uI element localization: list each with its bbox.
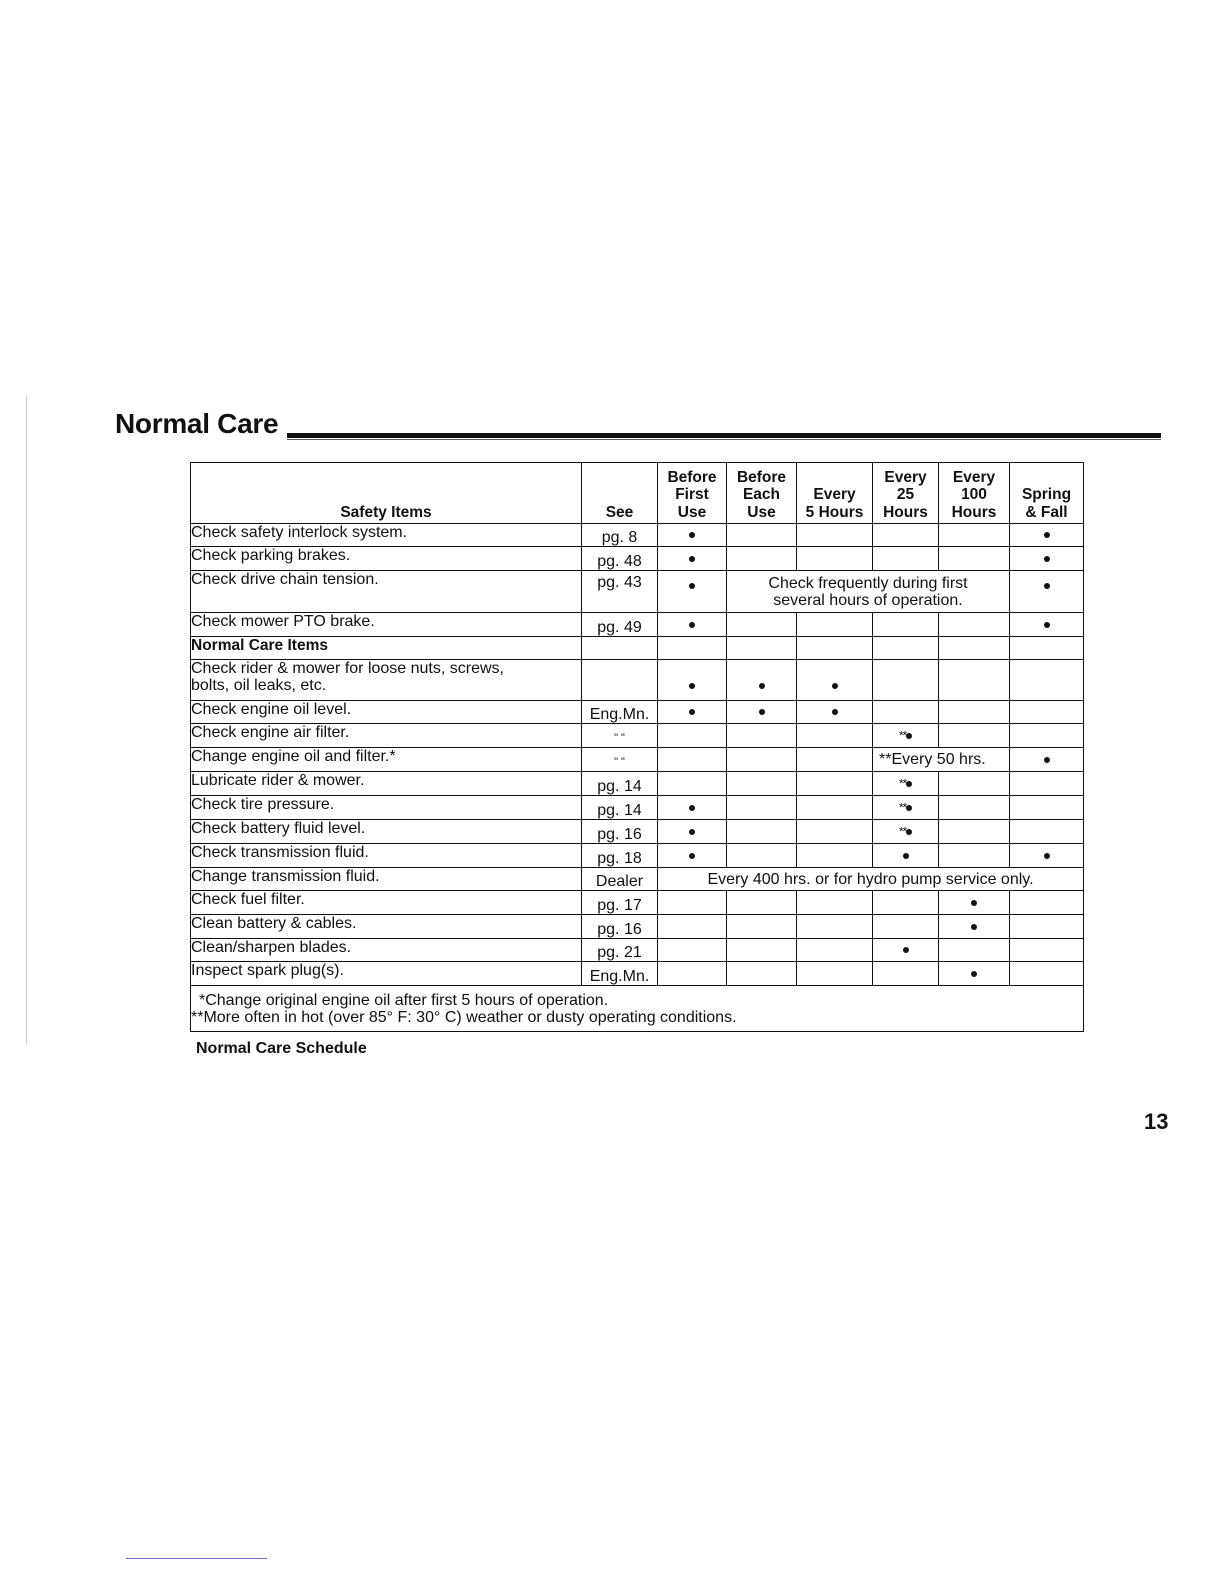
row-see-ditto: " " [582,748,658,772]
bullet-mark [1044,757,1050,763]
row-item: Clean/sharpen blades. [191,939,582,962]
row-see: pg. 14 [582,796,658,820]
cell-every-25-hours [873,613,939,637]
cell-spring-fall [1010,571,1084,613]
row-item: Check engine oil level. [191,701,582,724]
cell-spring-fall [1010,796,1084,820]
cell-span-note: **Every 50 hrs. [873,748,1010,772]
cell-spring-fall [1010,820,1084,844]
cell-spring-fall [1010,939,1084,962]
cell-before-each-use [727,772,797,796]
page-number: 13 [1144,1109,1169,1134]
bullet-mark [1044,622,1050,628]
cell-before-each-use [727,660,797,701]
table-row [191,613,1084,637]
cell-spring-fall [1010,962,1084,986]
bullet-mark [759,683,765,689]
row-see: pg. 21 [582,939,658,962]
table-row [191,547,1084,571]
row-see: pg. 18 [582,844,658,868]
cell-before-first-use [658,915,727,939]
table-caption: Normal Care Schedule [196,1040,367,1057]
row-see: Eng.Mn. [582,962,658,986]
row-item: Check tire pressure. [191,796,582,820]
title-rule-thin [287,439,1161,440]
cell-spring-fall [1010,660,1084,701]
cell-every-100-hours [939,962,1010,986]
header-row [191,463,1084,524]
cell-spring-fall [1010,547,1084,571]
cell-every-100-hours [939,772,1010,796]
bullet-mark [689,583,695,589]
row-see: pg. 48 [582,547,658,571]
cell-before-each-use [727,547,797,571]
cell-every-5-hours [797,939,873,962]
cell-before-first-use [658,748,727,772]
cell-every-5-hours [797,891,873,915]
cell-every-5-hours [797,915,873,939]
row-see: Eng.Mn. [582,701,658,724]
cell-every-100-hours [939,660,1010,701]
cell-before-each-use [727,613,797,637]
row-item: Inspect spark plug(s). [191,962,582,986]
header-before-each-use: Before Each Use [727,463,797,524]
cell-every-25-hours [873,796,939,820]
cell-before-first-use [658,772,727,796]
table-row [191,724,1084,748]
table-row [191,915,1084,939]
row-item: Change transmission fluid. [191,868,582,891]
double-asterisk: ** [898,776,907,791]
cell-before-each-use [727,524,797,547]
cell-before-first-use [658,796,727,820]
cell-span-note: Every 400 hrs. or for hydro pump service only. [658,868,1084,891]
cell-spring-fall [1010,524,1084,547]
row-see: pg. 8 [582,524,658,547]
table-row [191,939,1084,962]
cell-every-100-hours [939,844,1010,868]
bullet-mark [903,853,909,859]
row-item: Check transmission fluid. [191,844,582,868]
empty-cell [797,637,873,660]
table-row [191,748,1084,772]
cell-spring-fall [1010,613,1084,637]
table-row [191,701,1084,724]
row-item: Lubricate rider & mower. [191,772,582,796]
cell-before-first-use [658,891,727,915]
footnotes [191,986,1084,1032]
empty-cell [1010,637,1084,660]
cell-every-25-hours [873,701,939,724]
cell-before-first-use [658,613,727,637]
header-every-5-hours: Every 5 Hours [797,463,873,524]
cell-every-5-hours [797,524,873,547]
cell-every-5-hours [797,844,873,868]
row-item: Check mower PTO brake. [191,613,582,637]
left-margin-rule [26,395,27,1045]
cell-every-5-hours [797,772,873,796]
row-see: pg. 17 [582,891,658,915]
bullet-mark [903,947,909,953]
cell-spring-fall [1010,701,1084,724]
table-row [191,772,1084,796]
table-row [191,524,1084,547]
cell-before-each-use [727,962,797,986]
cell-spring-fall [1010,891,1084,915]
cell-every-25-hours [873,820,939,844]
row-see: pg. 43 [582,571,658,613]
cell-every-25-hours [873,547,939,571]
cell-every-5-hours [797,547,873,571]
empty-cell [658,637,727,660]
table-row [191,660,1084,701]
table-row [191,844,1084,868]
header-before-first-use: Before First Use [658,463,727,524]
cell-every-5-hours [797,748,873,772]
cell-before-first-use [658,844,727,868]
bullet-mark [689,683,695,689]
bullet-mark [832,709,838,715]
header-safety-items: Safety Items [191,463,582,524]
cell-every-25-hours [873,724,939,748]
double-asterisk: ** [898,824,907,839]
cell-every-25-hours [873,962,939,986]
cell-before-first-use [658,524,727,547]
footnote-single-asterisk: *Change original engine oil after first 5 hours of operation. [199,991,609,1009]
cell-before-each-use [727,939,797,962]
bullet-mark [689,853,695,859]
cell-before-first-use [658,701,727,724]
header-every-25-hours: Every 25 Hours [873,463,939,524]
bullet-mark [906,733,912,739]
cell-before-first-use [658,962,727,986]
row-item: Check drive chain tension. [191,571,582,613]
cell-every-100-hours [939,547,1010,571]
row-item: Change engine oil and filter.* [191,748,582,772]
cell-before-first-use [658,571,727,613]
cell-spring-fall [1010,772,1084,796]
cell-before-first-use [658,939,727,962]
cell-before-each-use [727,844,797,868]
cell-before-first-use [658,724,727,748]
cell-spring-fall [1010,748,1084,772]
subheader-row [191,637,1084,660]
row-item: Check battery fluid level. [191,820,582,844]
bullet-mark [689,829,695,835]
empty-cell [873,637,939,660]
cell-every-25-hours [873,844,939,868]
header-see: See [582,463,658,524]
bullet-mark [689,709,695,715]
header-spring-fall: Spring & Fall [1010,463,1084,524]
bullet-mark [832,683,838,689]
cell-spring-fall [1010,724,1084,748]
cell-every-25-hours [873,772,939,796]
row-item: Check fuel filter. [191,891,582,915]
cell-every-25-hours [873,915,939,939]
bullet-mark [1044,853,1050,859]
table-row [191,891,1084,915]
bullet-mark [689,556,695,562]
cell-before-each-use [727,891,797,915]
cell-every-5-hours [797,613,873,637]
subheader-normal-care-items: Normal Care Items [191,637,582,660]
cell-every-100-hours [939,524,1010,547]
cell-every-5-hours [797,701,873,724]
cell-every-100-hours [939,891,1010,915]
title-rule [287,433,1161,438]
row-see: pg. 16 [582,820,658,844]
row-see [582,637,658,660]
cell-before-each-use [727,701,797,724]
cell-before-each-use [727,915,797,939]
cell-every-25-hours [873,939,939,962]
cell-every-100-hours [939,701,1010,724]
cell-before-first-use [658,547,727,571]
cell-before-each-use [727,748,797,772]
row-see: pg. 16 [582,915,658,939]
table-row [191,868,1084,891]
bullet-mark [689,805,695,811]
bullet-mark [906,781,912,787]
bullet-mark [971,900,977,906]
page-title: Normal Care [115,408,279,439]
table-row [191,796,1084,820]
empty-cell [727,637,797,660]
row-item: Clean battery & cables. [191,915,582,939]
bullet-mark [1044,556,1050,562]
cell-every-5-hours [797,724,873,748]
cell-before-each-use [727,820,797,844]
bullet-mark [971,971,977,977]
double-asterisk: ** [898,728,907,743]
table-row [191,820,1084,844]
cell-spring-fall [1010,844,1084,868]
row-item: Check safety interlock system. [191,524,582,547]
cell-before-first-use [658,820,727,844]
cell-every-100-hours [939,820,1010,844]
footer-link-rule [126,1558,267,1559]
row-see [582,660,658,701]
bullet-mark [971,924,977,930]
row-item: Check parking brakes. [191,547,582,571]
bullet-mark [689,532,695,538]
bullet-mark [906,829,912,835]
cell-every-100-hours [939,939,1010,962]
bullet-mark [759,709,765,715]
cell-span-note: Check frequently during first several hours of operation. [727,571,1010,613]
empty-cell [939,637,1010,660]
table-row [191,571,1084,613]
normal-care-table [190,462,1084,1032]
cell-before-each-use [727,724,797,748]
footnotes-row [191,986,1084,1032]
cell-every-25-hours [873,660,939,701]
row-item: Check rider & mower for loose nuts, screws, bolts, oil leaks, etc. [191,660,582,701]
cell-every-25-hours [873,524,939,547]
row-see: Dealer [582,868,658,891]
cell-every-100-hours [939,796,1010,820]
row-item: Check engine air filter. [191,724,582,748]
table-row [191,962,1084,986]
row-see-ditto: " " [582,724,658,748]
cell-every-5-hours [797,796,873,820]
bullet-mark [1044,583,1050,589]
cell-every-100-hours [939,613,1010,637]
cell-every-5-hours [797,820,873,844]
cell-before-first-use [658,660,727,701]
cell-spring-fall [1010,915,1084,939]
cell-every-5-hours [797,962,873,986]
bullet-mark [689,622,695,628]
cell-every-25-hours [873,891,939,915]
footnote-double-asterisk: **More often in hot (over 85° F: 30° C) weather or dusty operating conditions. [191,1008,737,1026]
row-see: pg. 49 [582,613,658,637]
cell-before-each-use [727,796,797,820]
cell-every-100-hours [939,724,1010,748]
cell-every-5-hours [797,660,873,701]
double-asterisk: ** [898,800,907,815]
row-see: pg. 14 [582,772,658,796]
cell-every-100-hours [939,915,1010,939]
bullet-mark [906,805,912,811]
bullet-mark [1044,532,1050,538]
header-every-100-hours: Every 100 Hours [939,463,1010,524]
